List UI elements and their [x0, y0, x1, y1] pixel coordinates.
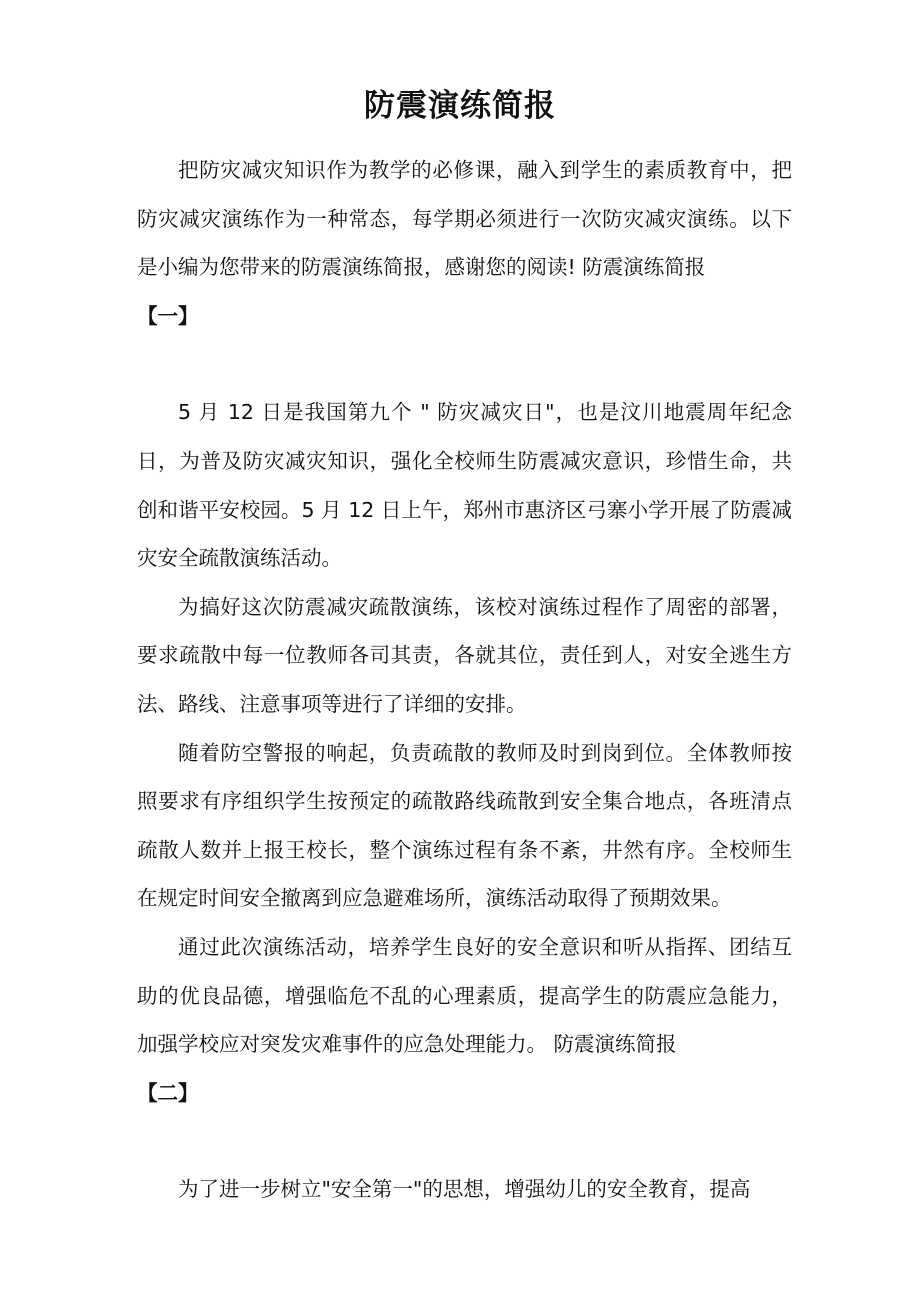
- body-paragraph: 通过此次演练活动，培养学生良好的安全意识和听从指挥、团结互助的优良品德，增强临危不乱的心理素质，提高学生的防震应急能力，加强学校应对突发灾难事件的应急处理能力。 防震演练简报: [137, 934, 792, 1057]
- body-paragraph: 为搞好这次防震减灾疏散演练，该校对演练过程作了周密的部署，要求疏散中每一位教师各司其责，各就其位，责任到人，对安全逃生方法、路线、注意事项等进行了详细的安排。: [137, 594, 792, 716]
- body-paragraph: 5 月 12 日是我国第九个 " 防灾减灾日"，也是汶川地震周年纪念日，为普及防灾减灾知识，强化全校师生防震减灾意识，珍惜生命，共创和谐平安校园。5 月 12 日上午，郑州市惠济区弓寨小学开展了防震减灾安全疏散演练活动。: [137, 400, 792, 571]
- document-title: 防震演练简报: [364, 88, 556, 124]
- body-paragraph: 随着防空警报的响起，负责疏散的教师及时到岗到位。全体教师按照要求有序组织学生按预定的疏散路线疏散到安全集合地点，各班清点疏散人数并上报王校长，整个演练过程有条不紊，井然有序。全校师生在规定时间安全撤离到应急避难场所，演练活动取得了预期效果。: [137, 740, 792, 911]
- paragraph-gap: [137, 1117, 792, 1165]
- section-two-marker: 【二】: [137, 1080, 199, 1105]
- body-paragraph: 为了进一步树立"安全第一"的思想，增强幼儿的安全教育，提高: [178, 1177, 751, 1202]
- section-one-marker: 【一】: [137, 303, 199, 328]
- document-body: [137, 146, 792, 1214]
- paragraph-gap: [137, 340, 792, 388]
- intro-paragraph: 把防灾减灾知识作为教学的必修课，融入到学生的素质教育中，把防灾减灾演练作为一种常态，每学期必须进行一次防灾减灾演练。以下是小编为您带来的防震演练简报，感谢您的阅读! 防震演练简报: [137, 158, 792, 280]
